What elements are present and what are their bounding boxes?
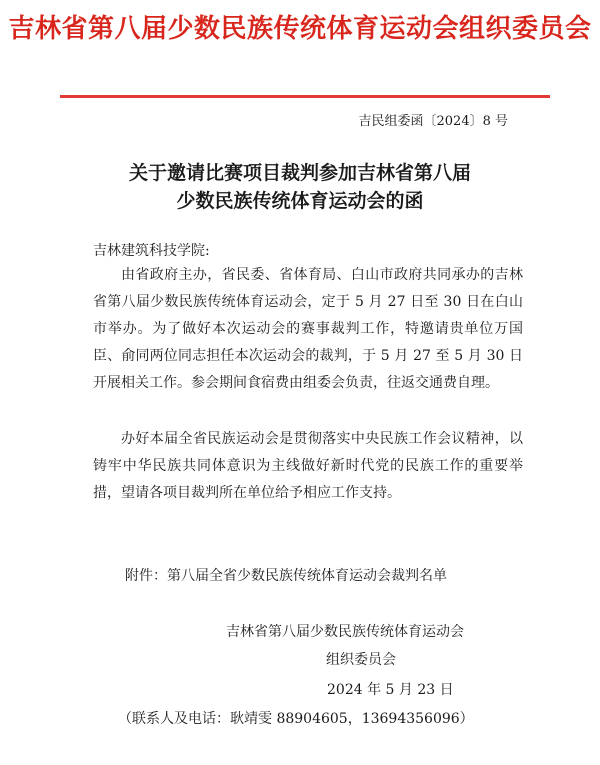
signature-date: 2024 年 5 月 23 日 xyxy=(327,682,454,698)
letterhead-title: 吉林省第八届少数民族传统体育运动会组织委员会 xyxy=(8,14,592,44)
signature-organization-line-2: 组织委员会 xyxy=(326,652,396,668)
attachment-line: 附件：第八届全省少数民族传统体育运动会裁判名单 xyxy=(125,568,447,584)
document-number: 吉民组委函〔2024〕8 号 xyxy=(358,114,508,129)
document-title-line-1: 关于邀请比赛项目裁判参加吉林省第八届 xyxy=(128,162,471,184)
document-title-line-2: 少数民族传统体育运动会的函 xyxy=(176,190,424,212)
contact-info: （联系人及电话：耿靖雯 88904605，13694356096） xyxy=(118,711,474,727)
body-paragraph-2: 办好本届全省民族运动会是贯彻落实中央民族工作会议精神，以铸牢中华民族共同体意识为主线做好新时代党的民族工作的重要举措，望请各项目裁判所在单位给予相应工作支持。 xyxy=(93,431,523,501)
signature-organization: 吉林省第八届少数民族传统体育运动会 xyxy=(226,624,464,640)
body-paragraph-1: 由省政府主办，省民委、省体育局、白山市政府共同承办的吉林省第八届少数民族传统体育运动会，定于 5 月 27 日至 30 日在白山市举办。为了做好本次运动会的赛事裁判工作，特邀请贵单位万国臣、俞同两位同志担任本次运动会的裁判，于 5 月 27 至 5 月 30 日开展相关工作。参会期间食宿费由组委会负责，往返交通费自理。 xyxy=(93,267,523,391)
salutation: 吉林建筑科技学院: xyxy=(93,243,210,259)
letterhead-red-rule xyxy=(60,95,550,98)
